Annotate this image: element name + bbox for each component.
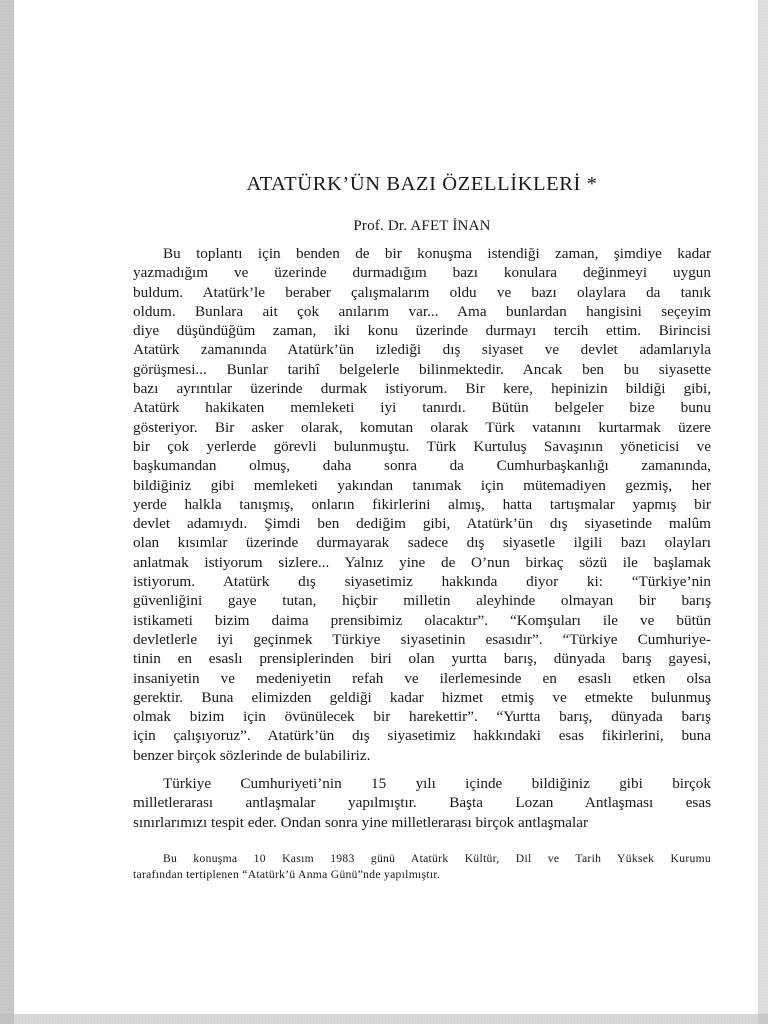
text-line: Bu toplantı için benden de bir konuşma istendiği zaman, şimdiye kadar	[163, 245, 711, 262]
paragraph-2	[133, 774, 711, 832]
scan-edge-right	[758, 0, 768, 1024]
text-line: gösteriyor. Bir asker olarak, komutan olarak Türk vatanını kurtarmak üzere	[133, 418, 711, 436]
text-line: başkumandan olmuş, daha sonra da Cumhurbaşkanlığı zamanında,	[133, 457, 711, 475]
text-line: istiyorum. Atatürk dış siyasetimiz hakkında diyor ki: “Türkiye’nin	[133, 573, 711, 591]
footnote-line: tarafından tertiplenen “Atatürk’ü Anma Günü”nde yapılmıştır.	[133, 867, 441, 881]
text-line: güvenliğini gaye tutan, hiçbir milletin aleyhinde olmayan bir barış	[133, 592, 711, 610]
document-author: Prof. Dr. AFET İNAN	[353, 218, 491, 234]
text-line: görüşmesi... Bunlar tarihî belgelerle bilinmektedir. Ancak ben bu siyasette	[133, 360, 711, 378]
text-line: anlatmak istiyorum sizlere... Yalnız yine de O’nun birkaç sözü ile başlamak	[133, 553, 711, 571]
text-line: gerektir. Buna elimizden geldiği kadar hizmet etmiş ve etmekte bulunmuş	[133, 688, 711, 706]
text-line: bazı ayrıntılar üzerinde durmak istiyorum. Bir kere, hepinizin bildiği gibi,	[133, 380, 711, 398]
text-line: olan kısımlar üzerinde durmayarak sadece dış siyasetle ilgili bazı olayları	[133, 534, 711, 552]
text-line: için çalışıyoruz”. Atatürk’ün dış siyasetimiz hakkındaki esas fikirlerini, buna	[133, 727, 711, 745]
text-line: insaniyetin ve medeniyetin refah ve ilerlemesinde en esaslı etken olsa	[133, 669, 711, 687]
text-line: olmak bizim için övünülecek bir harekettir”. “Yurtta barış, dünyada barış	[133, 708, 711, 726]
text-line: milletlerarası antlaşmalar yapılmıştır. Başta Lozan Antlaşması esas	[133, 794, 711, 812]
text-line: oldum. Bunlara ait çok anılarım var... Ama bunlardan hangisini seçeyim	[133, 302, 711, 320]
text-line: Atatürk zamanında Atatürk’ün izlediği dış siyaset ve devlet adamlarıyla	[133, 341, 711, 359]
text-line: devlet adamıydı. Şimdi ben dediğim gibi, Atatürk’ün dış siyasetinde malûm	[133, 515, 711, 533]
text-line: buldum. Atatürk’le beraber çalışmalarım oldu ve bazı olaylara da tanık	[133, 283, 711, 301]
scan-edge-left	[0, 0, 14, 1024]
text-line: yazmadığım ve üzerinde durmadığım bazı konulara değinmeyi uygun	[133, 264, 711, 282]
text-line: bildiğiniz gibi memleketi yakından tanımak için mütemadiyen gezmiş, her	[133, 476, 711, 494]
text-line: sınırlarımızı tespit eder. Ondan sonra yine milletlerarası birçok antlaşmalar	[133, 813, 589, 831]
text-line: tinin en esaslı prensiplerinden biri olan yurtta barış, dünyada barış gayesi,	[133, 650, 711, 668]
text-line: diye düşündüğüm zaman, iki konu üzerinde durmayı tercih ettim. Birincisi	[133, 322, 711, 340]
text-line: devletlerle iyi geçinmek Türkiye siyasetinin esasıdır”. “Türkiye Cumhuriye-	[133, 630, 711, 648]
document-page	[133, 160, 711, 883]
text-line: benzer birçok sözlerinde de bulabiliriz.	[133, 746, 371, 764]
text-line: yerde halkla tanışmış, onların fikirlerini almış, hatta tartışmalar yapmış bir	[133, 495, 711, 513]
text-line: Türkiye Cumhuriyeti’nin 15 yılı içinde bildiğiniz gibi birçok	[163, 775, 711, 793]
paragraph-1	[133, 244, 711, 765]
scan-edge-bottom	[0, 1014, 768, 1024]
footnote-line: Bu konuşma 10 Kasım 1983 günü Atatürk Kültür, Dil ve Tarih Yüksek Kurumu	[163, 851, 711, 865]
text-line: istikameti bizim daima prensibimiz olacaktır”. “Komşuları ile ve bütün	[133, 611, 711, 629]
document-body	[133, 244, 711, 832]
footnote	[133, 851, 711, 883]
text-line: Atatürk hakikaten memleketi iyi tanırdı. Bütün belgeler bize bunu	[133, 399, 711, 417]
document-title: ATATÜRK’ÜN BAZI ÖZELLİKLERİ *	[246, 173, 598, 195]
text-line: bir çok yerlerde görevli bulunmuştu. Türk Kurtuluş Savaşının yöneticisi ve	[133, 437, 711, 455]
